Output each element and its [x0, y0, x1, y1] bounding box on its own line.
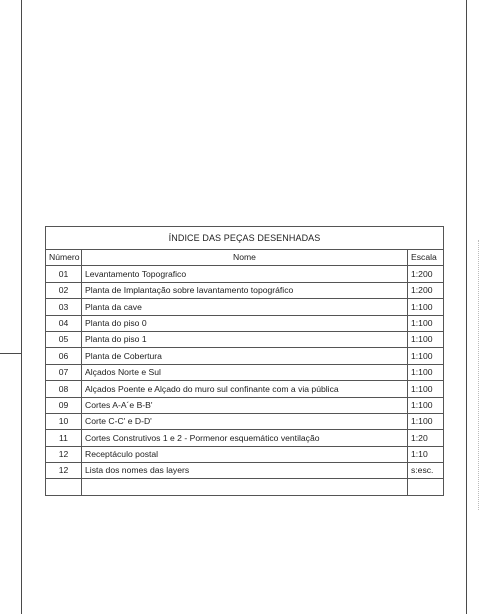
- row-name: Corte C-C' e D-D': [82, 413, 408, 429]
- row-scale: 1:20: [408, 430, 444, 446]
- row-name: Cortes Construtivos 1 e 2 - Pormenor esquemático ventilação: [82, 430, 408, 446]
- row-number: 05: [46, 331, 82, 347]
- row-number: 11: [46, 430, 82, 446]
- table-row: [46, 348, 444, 364]
- row-scale: [408, 479, 444, 495]
- row-number: 12: [46, 463, 82, 479]
- row-scale: 1:100: [408, 413, 444, 429]
- row-scale: s:esc.: [408, 463, 444, 479]
- row-name: Lista dos nomes das layers: [82, 463, 408, 479]
- table-row: [46, 479, 444, 495]
- table-title: ÍNDICE DAS PEÇAS DESENHADAS: [46, 227, 444, 250]
- row-number: 12: [46, 446, 82, 462]
- row-number: [46, 479, 82, 495]
- table-header-row: [46, 250, 444, 266]
- row-number: 08: [46, 381, 82, 397]
- row-name: [82, 479, 408, 495]
- table-row: [46, 413, 444, 429]
- row-scale: 1:100: [408, 331, 444, 347]
- header-number: Número: [46, 250, 82, 266]
- row-scale: 1:100: [408, 348, 444, 364]
- table-row: [46, 430, 444, 446]
- table-row: [46, 282, 444, 298]
- table-title-row: [46, 227, 444, 250]
- row-name: Alçados Norte e Sul: [82, 364, 408, 380]
- row-name: Planta de Cobertura: [82, 348, 408, 364]
- row-name: Cortes A-A´e B-B': [82, 397, 408, 413]
- row-number: 01: [46, 266, 82, 282]
- row-number: 03: [46, 299, 82, 315]
- drawing-index-table: [45, 226, 444, 496]
- row-name: Planta de Implantação sobre lavantamento topográfico: [82, 282, 408, 298]
- table-row: [46, 381, 444, 397]
- row-scale: 1:10: [408, 446, 444, 462]
- row-scale: 1:100: [408, 364, 444, 380]
- row-number: 06: [46, 348, 82, 364]
- row-name: Planta do piso 0: [82, 315, 408, 331]
- row-scale: 1:100: [408, 315, 444, 331]
- row-scale: 1:200: [408, 282, 444, 298]
- row-name: Planta do piso 1: [82, 331, 408, 347]
- table-row: [46, 397, 444, 413]
- row-number: 04: [46, 315, 82, 331]
- table-row: [46, 463, 444, 479]
- table-row: [46, 364, 444, 380]
- row-scale: 1:100: [408, 381, 444, 397]
- table-row: [46, 446, 444, 462]
- table-body: [46, 266, 444, 495]
- header-name: Nome: [82, 250, 408, 266]
- table-row: [46, 315, 444, 331]
- header-scale: Escala: [408, 250, 444, 266]
- row-scale: 1:100: [408, 299, 444, 315]
- row-number: 02: [46, 282, 82, 298]
- margin-tick: [0, 353, 21, 354]
- row-scale: 1:100: [408, 397, 444, 413]
- table-row: [46, 299, 444, 315]
- table-row: [46, 331, 444, 347]
- row-number: 09: [46, 397, 82, 413]
- row-scale: 1:200: [408, 266, 444, 282]
- row-number: 07: [46, 364, 82, 380]
- row-name: Alçados Poente e Alçado do muro sul confinante com a via pública: [82, 381, 408, 397]
- row-name: Levantamento Topografico: [82, 266, 408, 282]
- row-name: Planta da cave: [82, 299, 408, 315]
- table-row: [46, 266, 444, 282]
- row-number: 10: [46, 413, 82, 429]
- row-name: Receptáculo postal: [82, 446, 408, 462]
